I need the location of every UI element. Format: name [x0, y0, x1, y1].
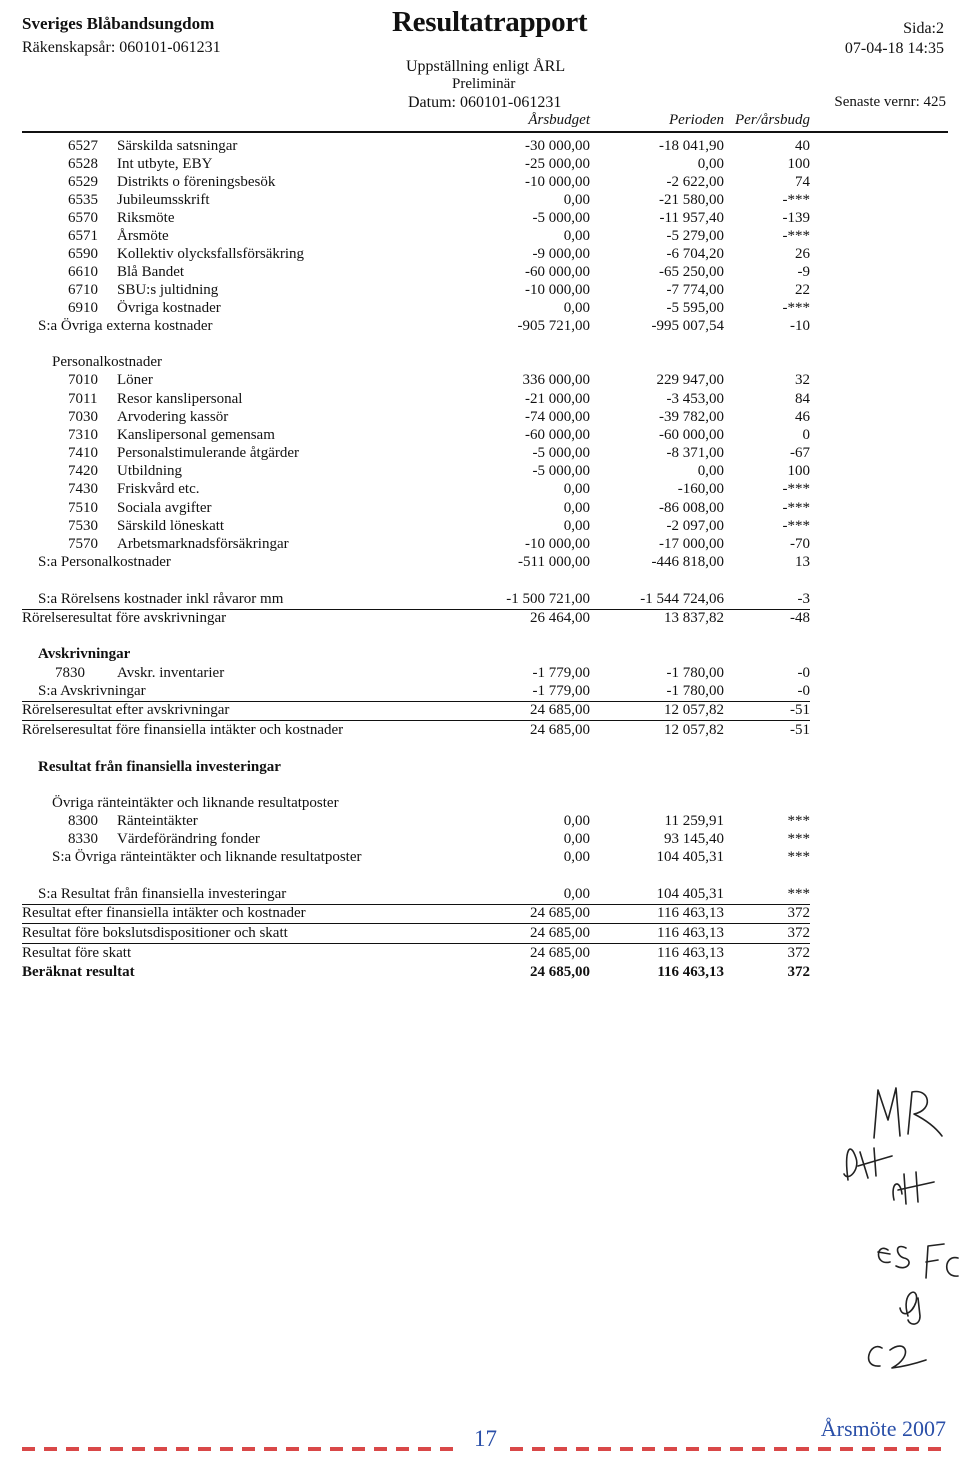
ratio-value: -***	[782, 300, 810, 316]
account-number: 7310	[68, 427, 98, 443]
ratio-value: -***	[782, 500, 810, 516]
budget-value: -74 000,00	[525, 409, 590, 425]
period-value: 116 463,13	[657, 925, 724, 941]
period-value: -39 782,00	[659, 409, 724, 425]
footer-dash-left	[22, 1447, 462, 1451]
signature-mr	[874, 1088, 942, 1138]
account-name: Värdeförändring fonder	[117, 831, 260, 847]
ratio-value: -***	[782, 518, 810, 534]
period-value: -3 453,00	[666, 391, 724, 407]
period-value: 0,00	[697, 463, 724, 479]
summary-row	[0, 645, 960, 663]
budget-value: -10 000,00	[525, 536, 590, 552]
budget-value: -25 000,00	[525, 156, 590, 172]
row-label: Personalkostnader	[52, 354, 162, 370]
period-value: 93 145,40	[664, 831, 724, 847]
budget-value: 0,00	[563, 500, 590, 516]
table-row	[0, 281, 960, 299]
budget-value: -5 000,00	[532, 445, 590, 461]
account-name: Blå Bandet	[117, 264, 185, 280]
summary-row	[0, 944, 960, 962]
summary-row	[0, 682, 960, 700]
report-title: Resultatrapport	[392, 6, 588, 38]
column-header-budget: Årsbudget	[528, 112, 590, 128]
budget-value: 0,00	[563, 813, 590, 829]
account-number: 6570	[68, 210, 98, 226]
budget-value: -9 000,00	[532, 246, 590, 262]
budget-value: 0,00	[563, 886, 590, 902]
fiscal-year: Räkenskapsår: 060101-061231	[22, 39, 221, 56]
table-row	[0, 426, 960, 444]
footer-dash-right	[510, 1447, 950, 1451]
account-name: Kanslipersonal gemensam	[117, 427, 275, 443]
budget-value: 0,00	[563, 831, 590, 847]
table-row	[0, 371, 960, 389]
budget-value: -60 000,00	[525, 264, 590, 280]
account-number: 6571	[68, 228, 98, 244]
account-number: 6590	[68, 246, 98, 262]
account-number: 7570	[68, 536, 98, 552]
budget-value: -30 000,00	[525, 138, 590, 154]
signature-cj	[869, 1346, 926, 1368]
period-value: 12 057,82	[664, 722, 724, 738]
account-name: Friskvård etc.	[117, 481, 200, 497]
ratio-value: -0	[797, 683, 810, 699]
account-number: 6527	[68, 138, 98, 154]
period-value: 116 463,13	[657, 905, 724, 921]
ratio-value: ***	[787, 831, 810, 847]
period-value: -1 780,00	[666, 683, 724, 699]
budget-value: 24 685,00	[530, 925, 590, 941]
account-name: Årsmöte	[117, 228, 169, 244]
account-number: 6528	[68, 156, 98, 172]
budget-value: 24 685,00	[530, 702, 590, 718]
ratio-value: -***	[782, 481, 810, 497]
row-label: Rörelseresultat före finansiella intäkter och kostnader	[22, 722, 344, 738]
table-row	[0, 137, 960, 155]
period-value: -11 957,40	[659, 210, 724, 226]
budget-value: -60 000,00	[525, 427, 590, 443]
table-row	[0, 664, 960, 682]
period-value: 104 405,31	[656, 849, 724, 865]
row-label: S:a Rörelsens kostnader inkl råvaror mm	[38, 591, 284, 607]
ratio-value: -51	[790, 722, 810, 738]
account-number: 7030	[68, 409, 98, 425]
ratio-value: 26	[795, 246, 810, 262]
row-label: Beräknat resultat	[22, 964, 135, 980]
row-label: Rörelseresultat efter avskrivningar	[22, 702, 230, 718]
ratio-value: -0	[797, 665, 810, 681]
account-name: Ränteintäkter	[117, 813, 198, 829]
period-value: -2 097,00	[666, 518, 724, 534]
signature-ah	[893, 1172, 934, 1204]
account-name: Utbildning	[117, 463, 183, 479]
budget-value: -5 000,00	[532, 210, 590, 226]
ratio-value: 84	[795, 391, 810, 407]
table-row	[0, 535, 960, 553]
ratio-value: 46	[795, 409, 810, 425]
account-name: Löner	[117, 372, 153, 388]
budget-value: -1 779,00	[532, 683, 590, 699]
account-number: 8300	[68, 813, 98, 829]
account-number: 7011	[68, 391, 98, 407]
ratio-value: 32	[795, 372, 810, 388]
row-label: S:a Personalkostnader	[38, 554, 171, 570]
period-value: -1 780,00	[666, 665, 724, 681]
budget-value: -10 000,00	[525, 174, 590, 190]
row-label: Resultat före bokslutsdispositioner och skatt	[22, 925, 288, 941]
summary-row	[0, 963, 960, 981]
period-value: -17 000,00	[659, 536, 724, 552]
row-label: S:a Övriga externa kostnader	[38, 318, 213, 334]
period-value: -5 279,00	[666, 228, 724, 244]
account-number: 8330	[68, 831, 98, 847]
account-name: SBU:s jultidning	[117, 282, 219, 298]
ratio-value: 74	[795, 174, 810, 190]
period-value: 229 947,00	[656, 372, 724, 388]
summary-row	[0, 701, 960, 719]
ratio-value: -139	[782, 210, 810, 226]
account-name: Arbetsmarknadsförsäkringar	[117, 536, 289, 552]
account-number: 7830	[55, 665, 85, 681]
budget-value: 24 685,00	[530, 964, 590, 980]
latest-version: Senaste vernr: 425	[834, 94, 946, 110]
table-row	[0, 245, 960, 263]
period-value: -160,00	[677, 481, 724, 497]
period-value: -6 704,20	[666, 246, 724, 262]
date-range: Datum: 060101-061231	[408, 94, 562, 111]
budget-value: -905 721,00	[517, 318, 590, 334]
organization-name: Sveriges Blåbandsungdom	[22, 14, 215, 33]
account-number: 6710	[68, 282, 98, 298]
account-number: 7410	[68, 445, 98, 461]
column-header-period: Perioden	[669, 112, 724, 128]
table-row	[0, 444, 960, 462]
account-number: 6610	[68, 264, 98, 280]
summary-row	[0, 609, 960, 627]
ratio-value: ***	[787, 886, 810, 902]
budget-value: 24 685,00	[530, 722, 590, 738]
summary-row	[0, 794, 960, 812]
table-row	[0, 499, 960, 517]
column-header-ratio: Per/årsbudg	[735, 112, 810, 128]
ratio-value: 40	[795, 138, 810, 154]
period-value: -65 250,00	[659, 264, 724, 280]
budget-value: -511 000,00	[518, 554, 590, 570]
row-label: Övriga ränteintäkter och liknande resultatposter	[52, 795, 339, 811]
budget-value: 26 464,00	[530, 610, 590, 626]
account-name: Arvodering kassör	[117, 409, 229, 425]
period-value: -18 041,90	[659, 138, 724, 154]
period-value: -60 000,00	[659, 427, 724, 443]
ratio-value: ***	[787, 849, 810, 865]
table-row	[0, 173, 960, 191]
signature-initials	[830, 1070, 960, 1400]
table-row	[0, 480, 960, 498]
budget-value: 24 685,00	[530, 945, 590, 961]
account-name: Jubileumsskrift	[117, 192, 210, 208]
ratio-value: -67	[790, 445, 810, 461]
ratio-value: -48	[790, 610, 810, 626]
summary-row	[0, 590, 960, 608]
signature-aj	[900, 1292, 920, 1324]
event-name: Årsmöte 2007	[820, 1416, 946, 1441]
table-row	[0, 830, 960, 848]
period-value: 11 259,91	[664, 813, 724, 829]
period-value: -2 622,00	[666, 174, 724, 190]
period-value: 104 405,31	[656, 886, 724, 902]
period-value: -5 595,00	[666, 300, 724, 316]
period-value: -21 580,00	[659, 192, 724, 208]
account-name: Riksmöte	[117, 210, 175, 226]
table-row	[0, 299, 960, 317]
table-row	[0, 408, 960, 426]
ratio-value: 372	[787, 964, 810, 980]
period-value: -86 008,00	[659, 500, 724, 516]
summary-row	[0, 924, 960, 942]
ratio-value: 372	[787, 945, 810, 961]
period-value: -7 774,00	[666, 282, 724, 298]
row-label: S:a Övriga ränteintäkter och liknande resultatposter	[52, 849, 362, 865]
account-number: 7010	[68, 372, 98, 388]
summary-row	[0, 317, 960, 335]
budget-value: -5 000,00	[532, 463, 590, 479]
period-value: -446 818,00	[651, 554, 724, 570]
report-subtitle: Uppställning enligt ÅRL	[406, 58, 566, 75]
account-name: Särskilda satsningar	[117, 138, 238, 154]
account-number: 7430	[68, 481, 98, 497]
table-row	[0, 227, 960, 245]
budget-value: 0,00	[563, 518, 590, 534]
page-number: 17	[474, 1426, 497, 1451]
table-row	[0, 263, 960, 281]
ratio-value: -***	[782, 228, 810, 244]
period-value: 13 837,82	[664, 610, 724, 626]
account-name: Avskr. inventarier	[117, 665, 225, 681]
row-label: Resultat före skatt	[22, 945, 132, 961]
report-status: Preliminär	[452, 76, 516, 92]
ratio-value: 372	[787, 905, 810, 921]
budget-value: 336 000,00	[522, 372, 590, 388]
table-row	[0, 812, 960, 830]
ratio-value: 100	[787, 156, 810, 172]
period-value: -995 007,54	[651, 318, 724, 334]
ratio-value: -***	[782, 192, 810, 208]
period-value: 116 463,13	[657, 964, 724, 980]
account-name: Int utbyte, EBY	[117, 156, 213, 172]
row-label: Rörelseresultat före avskrivningar	[22, 610, 227, 626]
summary-row	[0, 848, 960, 866]
signature-es	[878, 1247, 909, 1268]
budget-value: 0,00	[563, 481, 590, 497]
ratio-value: 100	[787, 463, 810, 479]
account-number: 7530	[68, 518, 98, 534]
account-number: 6910	[68, 300, 98, 316]
account-number: 6535	[68, 192, 98, 208]
row-label: S:a Resultat från finansiella investeringar	[38, 886, 287, 902]
row-label: Avskrivningar	[38, 646, 131, 662]
summary-row	[0, 758, 960, 776]
period-value: 12 057,82	[664, 702, 724, 718]
budget-value: -1 779,00	[532, 665, 590, 681]
signature-fc	[926, 1244, 958, 1278]
budget-value: 0,00	[563, 849, 590, 865]
row-label: Resultat från finansiella investeringar	[38, 759, 281, 775]
print-timestamp: 07-04-18 14:35	[844, 40, 944, 57]
ratio-value: 0	[802, 427, 810, 443]
budget-value: 0,00	[563, 228, 590, 244]
budget-value: 0,00	[563, 192, 590, 208]
account-name: Personalstimulerande åtgärder	[117, 445, 300, 461]
summary-row	[0, 353, 960, 371]
table-row	[0, 462, 960, 480]
table-row	[0, 191, 960, 209]
row-label: Resultat efter finansiella intäkter och kostnader	[22, 905, 306, 921]
summary-row	[0, 885, 960, 903]
account-name: Kollektiv olycksfallsförsäkring	[117, 246, 305, 262]
account-number: 6529	[68, 174, 98, 190]
account-name: Sociala avgifter	[117, 500, 212, 516]
account-name: Särskild löneskatt	[117, 518, 225, 534]
row-label: S:a Avskrivningar	[38, 683, 146, 699]
ratio-value: -3	[797, 591, 810, 607]
period-value: -8 371,00	[666, 445, 724, 461]
ratio-value: 372	[787, 925, 810, 941]
period-value: 116 463,13	[657, 945, 724, 961]
budget-value: -1 500 721,00	[506, 591, 590, 607]
ratio-value: 22	[795, 282, 810, 298]
ratio-value: -70	[790, 536, 810, 552]
signature-bh	[844, 1148, 892, 1180]
account-name: Distrikts o föreningsbesök	[117, 174, 276, 190]
table-row	[0, 517, 960, 535]
budget-value: 24 685,00	[530, 905, 590, 921]
table-row	[0, 155, 960, 173]
account-name: Resor kanslipersonal	[117, 391, 243, 407]
ratio-value: -9	[797, 264, 810, 280]
budget-value: 0,00	[563, 300, 590, 316]
table-row	[0, 390, 960, 408]
ratio-value: -51	[790, 702, 810, 718]
table-row	[0, 209, 960, 227]
page-label: Sida:2	[903, 20, 944, 37]
summary-row	[0, 553, 960, 571]
summary-row	[0, 721, 960, 739]
ratio-value: -10	[790, 318, 810, 334]
summary-row	[0, 904, 960, 922]
ratio-value: 13	[795, 554, 810, 570]
account-number: 7510	[68, 500, 98, 516]
account-number: 7420	[68, 463, 98, 479]
period-value: 0,00	[697, 156, 724, 172]
account-name: Övriga kostnader	[117, 300, 221, 316]
ratio-value: ***	[787, 813, 810, 829]
period-value: -1 544 724,06	[640, 591, 724, 607]
budget-value: -10 000,00	[525, 282, 590, 298]
budget-value: -21 000,00	[525, 391, 590, 407]
